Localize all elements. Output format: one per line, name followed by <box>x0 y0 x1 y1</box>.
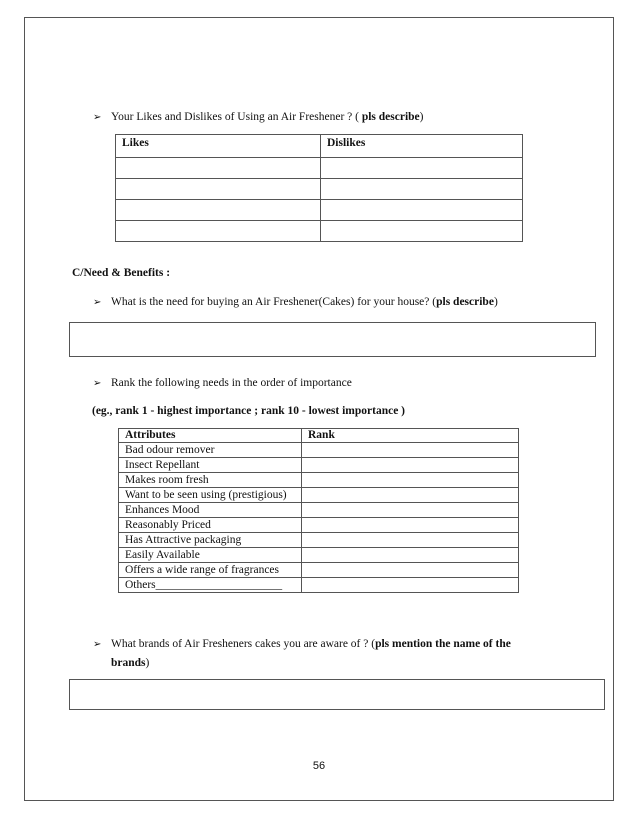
attribute-cell: Reasonably Priced <box>119 518 302 533</box>
dislikes-header: Dislikes <box>321 135 523 158</box>
question-likes-dislikes: ➢ Your Likes and Dislikes of Using an Air Freshener ? ( pls describe) <box>93 109 424 126</box>
rank-cell[interactable] <box>302 578 519 593</box>
table-row <box>119 578 519 593</box>
table-row <box>119 533 519 548</box>
table-header-row <box>116 135 523 158</box>
page-number: 56 <box>312 760 326 772</box>
table-row <box>116 179 523 200</box>
attributes-header: Attributes <box>119 429 302 443</box>
rank-instruction: (eg., rank 1 - highest importance ; rank 10 - lowest importance ) <box>92 405 406 417</box>
attribute-cell: Enhances Mood <box>119 503 302 518</box>
brands-answer-box[interactable] <box>69 679 605 710</box>
dislikes-cell[interactable] <box>321 200 523 221</box>
section-heading: C/Need & Benefits : <box>72 267 171 279</box>
table-row <box>119 488 519 503</box>
table-row <box>119 503 519 518</box>
likes-cell[interactable] <box>116 200 321 221</box>
attribute-cell: Makes room fresh <box>119 473 302 488</box>
arrow-bullet-icon: ➢ <box>93 112 102 123</box>
arrow-bullet-icon: ➢ <box>93 378 102 389</box>
dislikes-cell[interactable] <box>321 158 523 179</box>
rank-cell[interactable] <box>302 473 519 488</box>
arrow-bullet-icon: ➢ <box>93 297 102 308</box>
rank-cell[interactable] <box>302 488 519 503</box>
question-brands: ➢ What brands of Air Fresheners cakes you are aware of ? (pls mention the name of the <box>93 636 573 653</box>
attribute-cell: Has Attractive packaging <box>119 533 302 548</box>
dislikes-cell[interactable] <box>321 221 523 242</box>
rank-cell[interactable] <box>302 518 519 533</box>
table-row <box>119 518 519 533</box>
table-row <box>119 473 519 488</box>
question-rank: ➢ Rank the following needs in the order of importance <box>93 375 352 392</box>
rank-cell[interactable] <box>302 533 519 548</box>
attribute-cell: Others______________________ <box>119 578 302 593</box>
table-row <box>119 443 519 458</box>
attribute-cell: Want to be seen using (prestigious) <box>119 488 302 503</box>
rank-cell[interactable] <box>302 563 519 578</box>
dislikes-cell[interactable] <box>321 179 523 200</box>
need-answer-box[interactable] <box>69 322 596 357</box>
attribute-cell: Offers a wide range of fragrances <box>119 563 302 578</box>
arrow-bullet-icon: ➢ <box>93 639 102 650</box>
table-row <box>116 221 523 242</box>
likes-cell[interactable] <box>116 221 321 242</box>
table-row <box>119 563 519 578</box>
table-header-row <box>119 429 519 443</box>
question-need: ➢ What is the need for buying an Air Freshener(Cakes) for your house? (pls describe) <box>93 294 498 311</box>
likes-dislikes-table <box>115 134 523 242</box>
rank-cell[interactable] <box>302 548 519 563</box>
rank-cell[interactable] <box>302 503 519 518</box>
table-row <box>119 548 519 563</box>
attribute-cell: Easily Available <box>119 548 302 563</box>
rank-cell[interactable] <box>302 443 519 458</box>
likes-cell[interactable] <box>116 179 321 200</box>
question-brands-continued: brands) <box>111 657 150 669</box>
likes-header: Likes <box>116 135 321 158</box>
rank-table <box>118 428 519 593</box>
likes-cell[interactable] <box>116 158 321 179</box>
table-row <box>116 200 523 221</box>
attribute-cell: Insect Repellant <box>119 458 302 473</box>
rank-header: Rank <box>302 429 519 443</box>
table-row <box>116 158 523 179</box>
rank-cell[interactable] <box>302 458 519 473</box>
attribute-cell: Bad odour remover <box>119 443 302 458</box>
table-row <box>119 458 519 473</box>
